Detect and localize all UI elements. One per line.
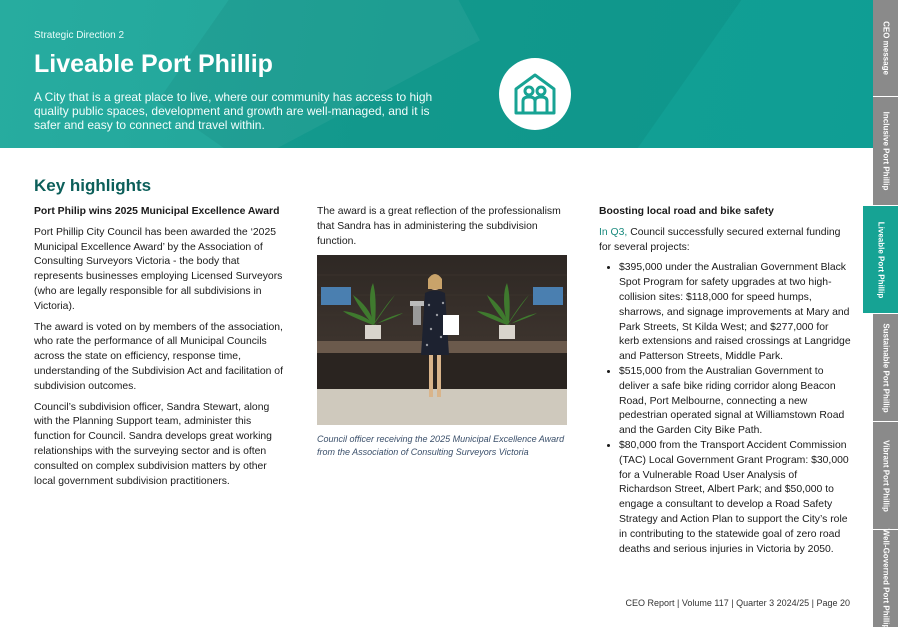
list-item: • $395,000 under the Australian Government Black Spot Program for safety upgrades at two high-collision sites: $118,000 for speed humps, sharrows, and signage improvements at Mary and Park Streets, St Kilda West; and $277,000 for kerb extensions and raised crossings at Langridge and Patterson Streets, Middle Park. xyxy=(619,261,851,365)
tab-ceo-message[interactable]: CEO message xyxy=(873,0,898,98)
road-safety-heading: Boosting local road and bike safety xyxy=(599,206,774,217)
road-safety-column xyxy=(599,205,851,557)
tab-sustainable[interactable]: Sustainable Port Phillip xyxy=(873,314,898,423)
award-paragraph: Council’s subdivision officer, Sandra Stewart, along with the Planning Support team, administer this function for Council. Sandra develops great working relationships with the surveying sector and is often consulted on complex subdivision matters by other local government subdivision practitioners. xyxy=(34,401,272,487)
photo-column xyxy=(317,205,569,458)
page-description: A City that is a great place to live, where our community has access to high quality public spaces, development and growth are well-managed, and it is safer and easy to connect and travel within. xyxy=(34,90,433,132)
page-title: Liveable Port Phillip xyxy=(34,50,273,78)
award-reflection-paragraph: The award is a great reflection of the professionalism that Sandra has in administering the subdivision function. xyxy=(317,206,561,247)
list-item: • $80,000 from the Transport Accident Commission (TAC) Local Government Grant Program: $30,000 for a Vulnerable Road User Analysis of Richardson Street, Albert Park; and $50,000 to engage a consultant to develop a Road Safety Strategy and Action Plan to support the City’s role in contributing to the statewide goal of zero road deaths and serious injuries in Victoria by 2050. xyxy=(619,439,851,557)
award-paragraph: The award is voted on by members of the association, who rate the performance of all Municipal Councils across the state on efficiency, response time, understanding of the Subdivision Act and facilitation of subdivision outcomes. xyxy=(34,321,283,392)
tab-inclusive[interactable]: Inclusive Port Phillip xyxy=(873,97,898,207)
section-tabs xyxy=(873,0,898,627)
award-photo xyxy=(317,255,567,425)
tab-liveable[interactable]: Liveable Port Phillip xyxy=(863,206,898,315)
section-title: Key highlights xyxy=(34,176,152,195)
photo-caption: Council officer receiving the 2025 Municipal Excellence Award from the Association of Consulting Surveyors Victoria xyxy=(317,434,565,457)
list-item: • $515,000 from the Australian Government to deliver a safe bike riding corridor along Beacon Road, Port Melbourne, connecting a new pedestrian operated signal at Williamstown Road and the Garden City Bike Path. xyxy=(619,365,851,439)
strategic-direction-label: Strategic Direction 2 xyxy=(34,30,125,41)
quarter-highlight: In Q3, xyxy=(599,226,628,238)
page-footer: CEO Report | Volume 117 | Quarter 3 2024/25 | Page 20 xyxy=(625,598,850,608)
page-header xyxy=(0,0,873,148)
award-heading: Port Philip wins 2025 Municipal Excellence Award xyxy=(34,206,280,217)
funding-list xyxy=(599,261,851,557)
award-column xyxy=(34,205,289,495)
people-home-icon xyxy=(499,58,571,130)
award-paragraph: Port Phillip City Council has been awarded the ‘2025 Municipal Excellence Award’ by the Association of Consulting Surveyors Victoria - the body that represents businesses employing Licensed Surveyors (who are legally responsible for all subdivisions in Victoria). xyxy=(34,226,283,312)
tab-well-governed[interactable]: Well-Governed Port Phillip xyxy=(873,530,898,629)
road-safety-intro: In Q3, Council successfully secured external funding for several projects: xyxy=(599,226,841,253)
tab-vibrant[interactable]: Vibrant Port Phillip xyxy=(873,422,898,531)
